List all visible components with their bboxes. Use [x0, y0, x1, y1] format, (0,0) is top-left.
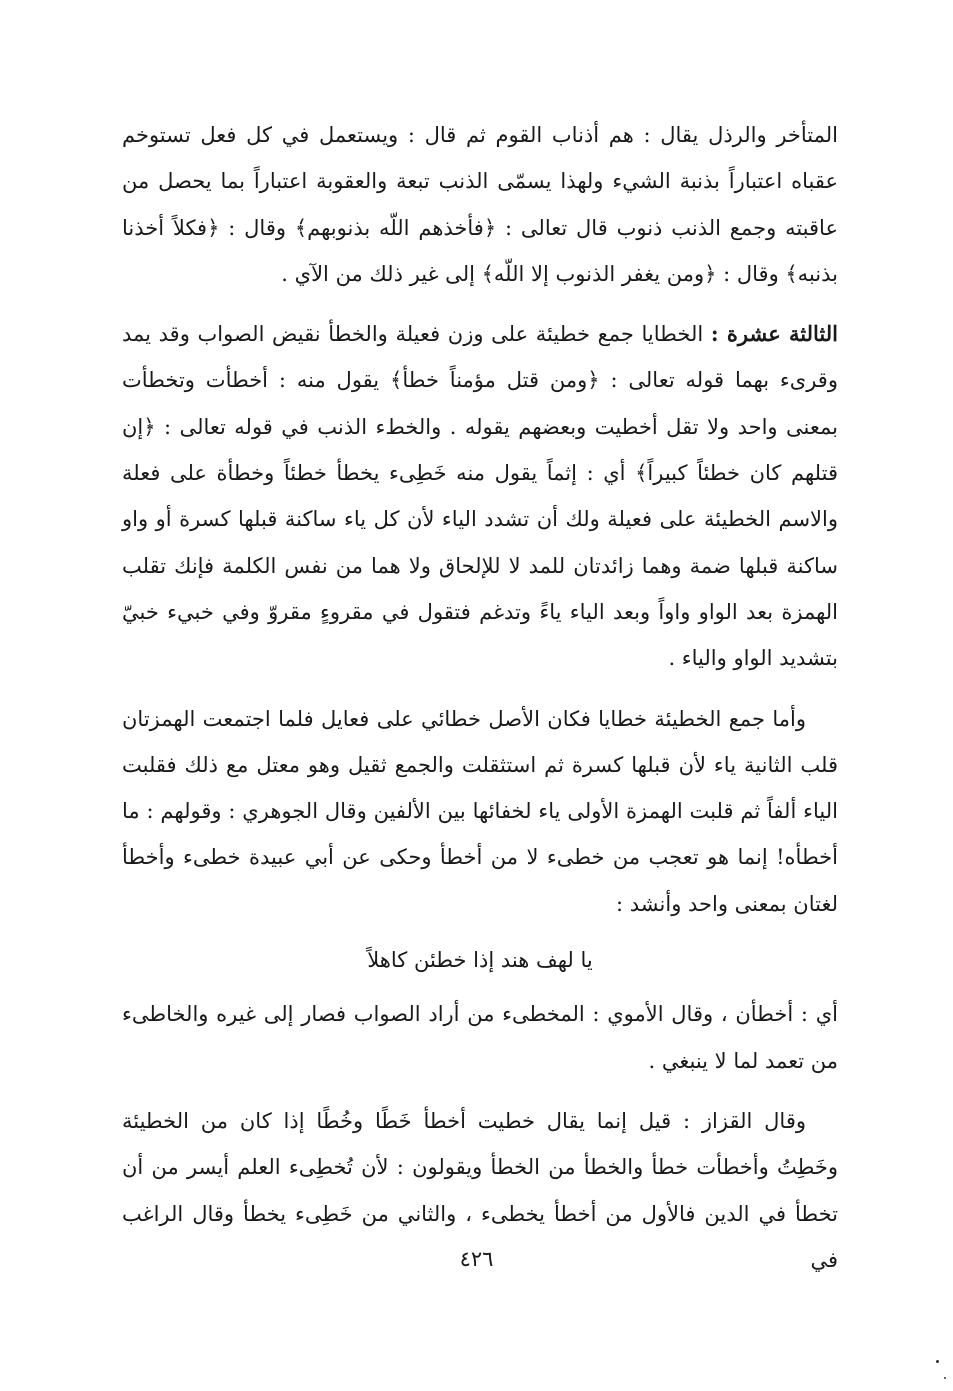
paragraph-2 [122, 311, 838, 681]
paragraph-4: أي : أخطأن ، وقال الأموي : المخطىء من أراد الصواب فصار إلى غيره والخاطىء من تعمد لما لا ينبغي . [122, 1002, 838, 1073]
paragraph-2-body: الخطايا جمع خطيئة على وزن فعيلة والخطأ نقيض الصواب وقد يمد وقرىء بهما قوله تعالى : ﴿ومن قتل مؤمناً خطأ﴾ يقول منه : أخطأت وتخطأت بمعنى واحد ولا تقل أخطيت وبعضهم يقوله . والخطء الذنب في قوله تعالى : ﴿إن قتلهم كان خطئاً كبيراً﴾ أي : إثماً يقول منه خَطِىء يخطأ خطئاً وخطأة على فعلة والاسم الخطيئة على فعيلة ولك أن تشدد الياء لأن كل ياء ساكنة قبلها كسرة أو واو ساكنة قبلها ضمة وهما زائدتان للمد لا للإلحاق ولا هما من نفس الكلمة فإنك تقلب الهمزة بعد الواو واواً وبعد الياء ياءً وتدغم فتقول في مقروءٍ مقروّ وفي خبيء خبيّ بتشديد الواو والياء . [122, 322, 838, 671]
page-body [122, 112, 838, 1283]
poetry-verse: يا لهف هند إذا خطئن كاهلاً [367, 948, 593, 973]
section-heading: الثالثة عشرة : [710, 321, 838, 347]
scan-speck [944, 1377, 946, 1379]
paragraph-5: وقال القزاز : قيل إنما يقال خطيت أخطأ خَطًا وخُطًا إذا كان من الخطيئة وخَطِتُ وأخطأت خطأ والخطأ من الخطأ ويقولون : لأن تُخطِىء العلم أيسر من أن تخطأ في الدين فالأول من أخطأ يخطىء ، والثاني من خَطِىء يخطأ وقال الراغب في [122, 1108, 838, 1272]
paragraph-3: وأما جمع الخطيئة خطايا فكان الأصل خطائي على فعايل فلما اجتمعت الهمزتان قلب الثانية ياء لأن قبلها كسرة ثم استثقلت والجمع ثقيل وهو معتل مع ذلك فقلبت الياء ألفاً ثم قلبت الهمزة الأولى ياء لخفائها بين الألفين وقال الجوهري : وقولهم : ما أخطأه! إنما هو تعجب من خطىء لا من أخطأ وحكى عن أبي عبيدة خطىء وأخطأ لغتان بمعنى واحد وأنشد : [122, 706, 838, 916]
paragraph-1: المتأخر والرذل يقال : هم أذناب القوم ثم قال : ويستعمل في كل فعل تستوخم عقباه اعتباراً بذنبة الشيء ولهذا يسمّى الذنب تبعة والعقوبة اعتباراً بما يحصل من عاقبته وجمع الذنب ذنوب قال تعالى : ﴿فأخذهم اللّه بذنوبهم﴾ وقال : ﴿فكلاً أخذنا بذنبه﴾ وقال : ﴿ومن يغفر الذنوب إلا اللّه﴾ إلى غير ذلك من الآي . [122, 123, 838, 286]
page-number: ٤٢٦ [459, 1247, 494, 1271]
scan-speck [936, 1360, 939, 1363]
